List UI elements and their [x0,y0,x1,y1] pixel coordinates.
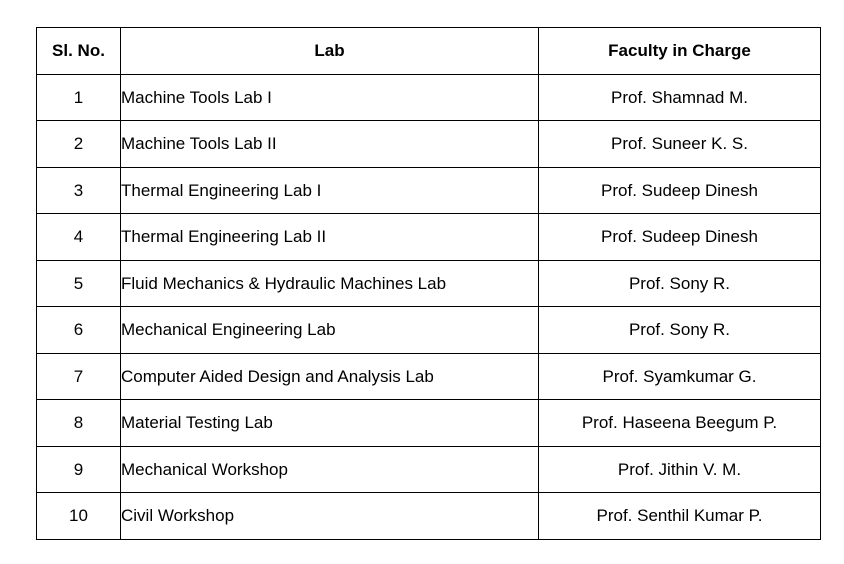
lab-name-cell: Machine Tools Lab I [121,74,539,121]
sl-no-cell: 5 [37,260,121,307]
table-row [37,74,821,121]
table-body [37,74,821,539]
table-row [37,400,821,447]
lab-name-cell: Fluid Mechanics & Hydraulic Machines Lab [121,260,539,307]
lab-header: Lab [121,28,539,75]
table-row [37,214,821,261]
sl-no-cell: 6 [37,307,121,354]
faculty-cell: Prof. Syamkumar G. [539,353,821,400]
faculty-cell: Prof. Sudeep Dinesh [539,167,821,214]
table-row [37,260,821,307]
lab-name-cell: Mechanical Workshop [121,446,539,493]
faculty-cell: Prof. Sony R. [539,307,821,354]
sl-no-cell: 7 [37,353,121,400]
lab-name-cell: Material Testing Lab [121,400,539,447]
faculty-header: Faculty in Charge [539,28,821,75]
table-row [37,167,821,214]
lab-faculty-table [36,27,821,540]
faculty-cell: Prof. Shamnad M. [539,74,821,121]
sl-no-header: Sl. No. [37,28,121,75]
faculty-cell: Prof. Haseena Beegum P. [539,400,821,447]
lab-name-cell: Computer Aided Design and Analysis Lab [121,353,539,400]
lab-name-cell: Thermal Engineering Lab I [121,167,539,214]
faculty-cell: Prof. Jithin V. M. [539,446,821,493]
sl-no-cell: 1 [37,74,121,121]
table-row [37,121,821,168]
sl-no-cell: 8 [37,400,121,447]
faculty-cell: Prof. Suneer K. S. [539,121,821,168]
lab-name-cell: Civil Workshop [121,493,539,540]
lab-name-cell: Thermal Engineering Lab II [121,214,539,261]
table-row [37,353,821,400]
sl-no-cell: 4 [37,214,121,261]
table-row [37,446,821,493]
faculty-cell: Prof. Sony R. [539,260,821,307]
faculty-cell: Prof. Senthil Kumar P. [539,493,821,540]
header-row [37,28,821,75]
table-header [37,28,821,75]
sl-no-cell: 3 [37,167,121,214]
lab-name-cell: Mechanical Engineering Lab [121,307,539,354]
sl-no-cell: 9 [37,446,121,493]
table-row [37,493,821,540]
lab-name-cell: Machine Tools Lab II [121,121,539,168]
faculty-cell: Prof. Sudeep Dinesh [539,214,821,261]
sl-no-cell: 2 [37,121,121,168]
table-row [37,307,821,354]
sl-no-cell: 10 [37,493,121,540]
